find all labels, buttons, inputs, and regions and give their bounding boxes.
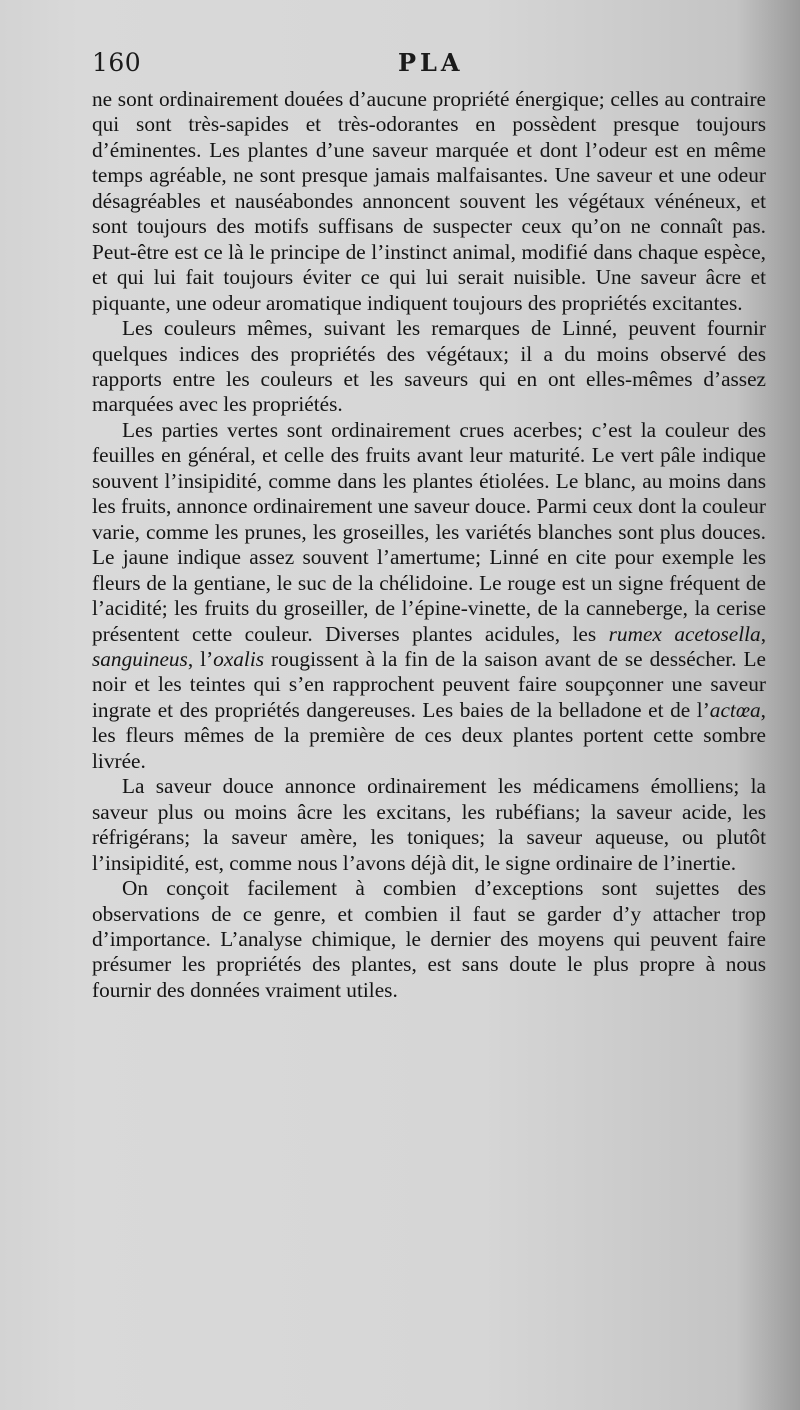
page-header	[92, 48, 766, 82]
text-run: rougissent à la fin de la saison avant de se dessécher. Le noir et les teintes qui s’en rapprochent peuvent faire soupçonner une saveur ingrate et des propriétés dangereuses. Les baies de la belladone et de l’	[92, 646, 766, 722]
text-run: Les parties vertes sont ordinairement crues acerbes; c’est la couleur des feuilles en général, et celle des fruits avant leur maturité. Le vert pâle indique souvent l’insipidité, comme dans les plantes étiolées. Le blanc, au moins dans les fruits, annonce ordinairement une saveur douce. Parmi ceux dont la couleur varie, comme les prunes, les groseilles, les variétés blanches sont plus douces. Le jaune indique assez souvent l’amertume; Linné en cite pour exemple les fleurs de la gentiane, le suc de la chélidoine. Le rouge est un signe fréquent de l’acidité; les fruits du groseiller, de l’épine-vinette, de la canneberge, la cerise présentent cette couleur. Diverses plantes acidules, les	[92, 417, 766, 646]
italic-term: oxalis	[213, 646, 265, 671]
paragraph	[92, 876, 766, 1003]
text-run: On conçoit facilement à combien d’exceptions sont sujettes des observations de ce genre, et combien il faut se garder d’y attacher trop d’importance. L’analyse chimique, le dernier des moyens qui peuvent faire présumer les propriétés des plantes, est sans doute le plus propre à nous fournir des données vraiment utiles.	[92, 876, 766, 1002]
page-number: 160	[92, 48, 142, 77]
text-run: , l’	[187, 646, 214, 671]
italic-term: actœa	[709, 697, 761, 722]
italic-term: sanguineus	[92, 646, 188, 671]
paragraph	[92, 316, 766, 418]
text-run: , les fleurs mêmes de la première de ces deux plantes portent cette sombre livrée.	[92, 697, 766, 773]
text-run: ne sont ordinairement douées d’aucune propriété énergique; celles au contraire qui sont très-sapides et très-odorantes en possèdent presque toujours d’éminentes. Les plantes d’une saveur marquée et dont l’odeur est en même temps agréable, ne sont presque jamais malfaisantes. Une saveur et une odeur désagréables et nauséabondes annoncent souvent les végétaux vénéneux, et sont toujours des motifs suffisans de suspecter ceux qu’on ne connaît pas. Peut-être est ce là le principe de l’instinct animal, modifié dans chaque espèce, et qui lui fait toujours éviter ce qui lui serait nuisible. Une saveur âcre et piquante, une odeur aromatique indiquent toujours des propriétés excitantes.	[92, 87, 766, 315]
running-head: PLA	[398, 48, 464, 77]
paragraph	[92, 87, 766, 316]
paragraph	[92, 774, 766, 876]
paragraph	[92, 418, 766, 774]
italic-term: rumex acetosella	[608, 621, 761, 646]
body-text	[92, 87, 766, 1003]
text-run: Les couleurs mêmes, suivant les remarques de Linné, peuvent fournir quelques indices des propriétés des végétaux; il a du moins observé des rapports entre les couleurs et les saveurs qui en ont elles-mêmes d’assez marquées avec les propriétés.	[92, 316, 766, 417]
text-run: ,	[760, 621, 767, 646]
text-run: La saveur douce annonce ordinairement les médicamens émolliens; la saveur plus ou moins âcre les excitans, les rubéfians; la saveur acide, les réfrigérans; la saveur amère, les toniques; la saveur aqueuse, ou plutôt l’insipidité, est, comme nous l’avons déjà dit, le signe ordinaire de l’inertie.	[92, 774, 766, 875]
